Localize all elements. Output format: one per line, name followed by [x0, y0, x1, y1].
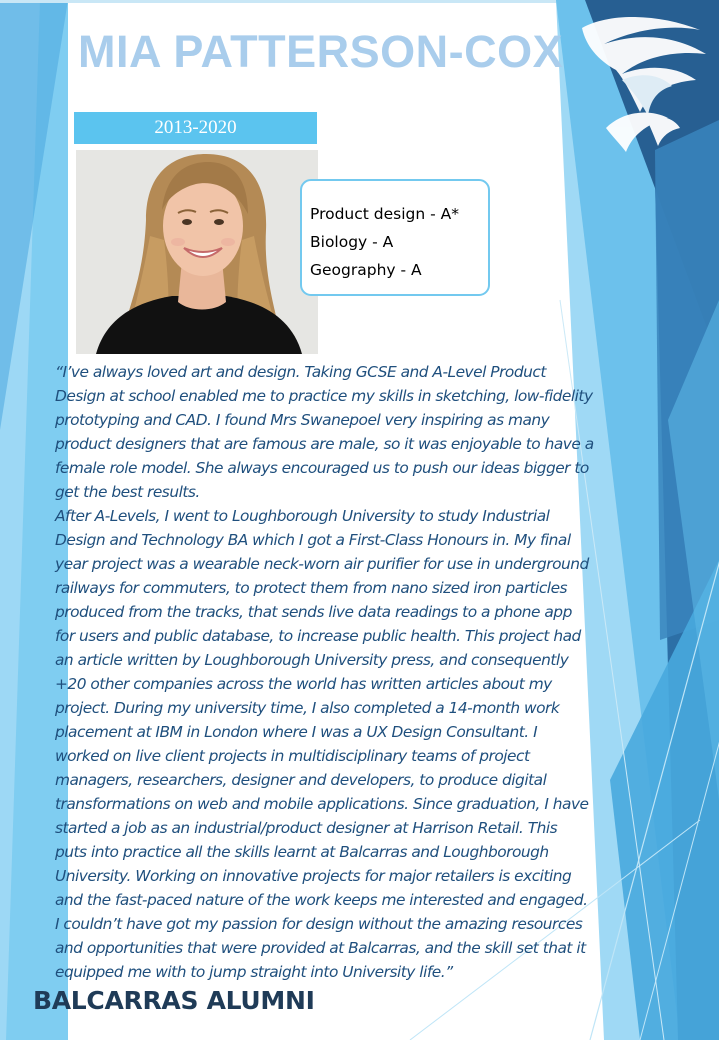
grade-item: Biology - A [310, 233, 394, 251]
quote-line: worked on live client projects in multidisciplinary teams of project [55, 747, 530, 765]
balcarras-alumni-label: BALCARRAS ALUMNI [33, 986, 315, 1015]
quote-line: +20 other companies across the world has written articles about my [55, 675, 552, 693]
quote-line: transformations on web and mobile applications. Since graduation, I have [55, 795, 589, 813]
years-attended-badge: 2013-2020 [74, 112, 317, 144]
quote-line: After A-Levels, I went to Loughborough University to study Industrial [55, 507, 550, 525]
alumni-testimonial-quote [55, 360, 665, 984]
quote-line: for users and public database, to increase public health. This project had [55, 627, 581, 645]
grade-item: Geography - A [310, 261, 422, 279]
quote-line: produced from the tracks, that sends live data readings to a phone app [55, 603, 572, 621]
quote-line: placement at IBM in London where I was a UX Design Consultant. I [55, 723, 538, 741]
quote-line: and the fast-paced nature of the work keeps me interested and engaged. [55, 891, 588, 909]
alumni-portrait-photo [76, 150, 318, 354]
alumni-name-title: MIA PATTERSON-COX [78, 26, 564, 77]
grade-item: Product design - A* [310, 205, 459, 223]
quote-line: started a job as an industrial/product designer at Harrison Retail. This [55, 819, 558, 837]
quote-line: an article written by Loughborough University press, and consequently [55, 651, 569, 669]
quote-line: University. Working on innovative projects for major retailers is exciting [55, 867, 572, 885]
quote-line: and opportunities that were provided at Balcarras, and the skill set that it [55, 939, 586, 957]
quote-line: railways for commuters, to protect them from nano sized iron particles [55, 579, 568, 597]
quote-line: puts into practice all the skills learnt at Balcarras and Loughborough [55, 843, 549, 861]
quote-line: prototyping and CAD. I found Mrs Swanepoel very inspiring as many [55, 411, 550, 429]
quote-line: product designers that are famous are male, so it was enjoyable to have a [55, 435, 594, 453]
quote-line: equipped me with to jump straight into University life.” [55, 963, 453, 981]
quote-line: get the best results. [55, 483, 200, 501]
portrait-illustration [76, 150, 318, 354]
quote-line: female role model. She always encouraged us to push our ideas bigger to [55, 459, 589, 477]
quote-line: Design and Technology BA which I got a First-Class Honours in. My final [55, 531, 571, 549]
quote-line: managers, researchers, designer and developers, to produce digital [55, 771, 547, 789]
quote-line: Design at school enabled me to practice my skills in sketching, low-fidelity [55, 387, 593, 405]
quote-line: “I’ve always loved art and design. Taking GCSE and A-Level Product [55, 363, 546, 381]
quote-line: year project was a wearable neck-worn air purifier for use in underground [55, 555, 589, 573]
quote-line: I couldn’t have got my passion for design without the amazing resources [55, 915, 583, 933]
grades-box [300, 179, 490, 296]
quote-line: project. During my university time, I also completed a 14-month work [55, 699, 560, 717]
